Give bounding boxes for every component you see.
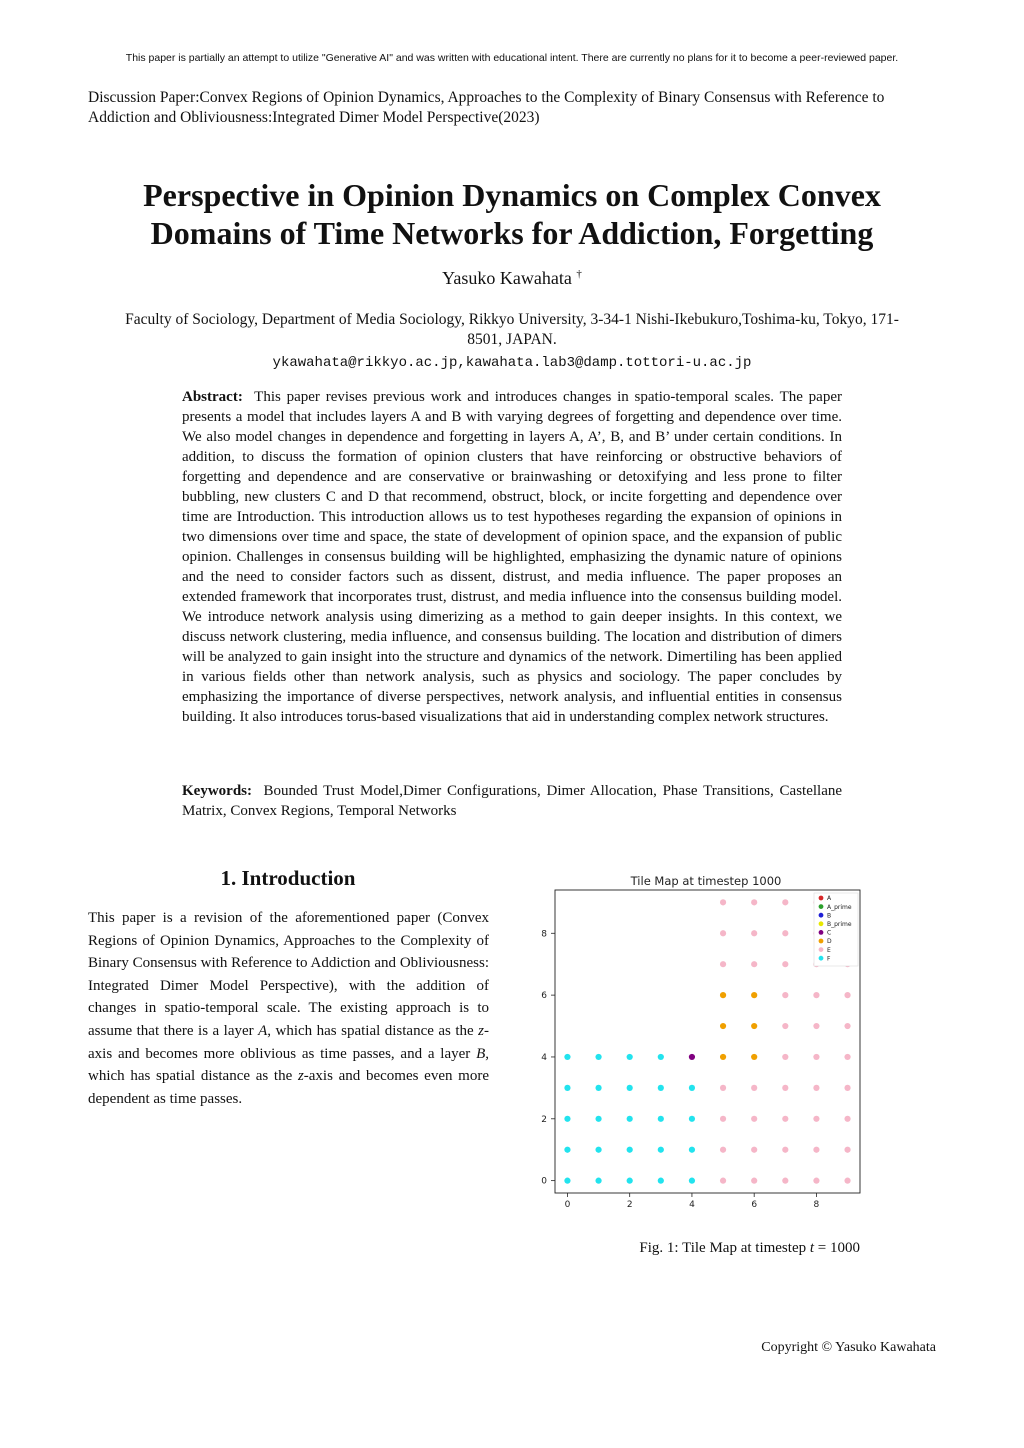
- x-tick-label: 0: [564, 1200, 571, 1210]
- keywords: [182, 781, 842, 821]
- intro-text-part: , which has spatial distance as the: [267, 1022, 479, 1039]
- x-tick-label: 8: [813, 1200, 820, 1210]
- data-point-E: [813, 1085, 819, 1091]
- data-point-E: [813, 992, 819, 998]
- data-point-F: [564, 1116, 570, 1122]
- data-point-F: [595, 1147, 601, 1153]
- introduction-paragraph: [88, 907, 489, 1110]
- data-point-D: [751, 992, 757, 998]
- data-point-E: [720, 1147, 726, 1153]
- data-point-C: [689, 1054, 695, 1060]
- x-tick-label: 2: [626, 1200, 633, 1210]
- data-point-F: [564, 1178, 570, 1184]
- data-point-E: [720, 930, 726, 936]
- intro-text-part: This paper is a revision of the aforementioned paper (Convex Regions of Opinion Dynamics, Approaches to the Complexity of Binary Consensus with Reference to Addiction and Obliviousness: Integrated Dimer Model Perspective), with the addition of changes in spatio-temporal scale. The existing approach is to assume that there is a layer: [88, 910, 489, 1039]
- data-point-E: [844, 1054, 850, 1060]
- y-tick-label: 0: [541, 1176, 547, 1187]
- legend-marker: [819, 904, 824, 909]
- data-point-F: [689, 1116, 695, 1122]
- data-point-E: [720, 899, 726, 905]
- legend-marker: [819, 921, 824, 926]
- data-point-F: [689, 1085, 695, 1091]
- author-line: [0, 268, 1024, 289]
- intro-var: z: [478, 1022, 484, 1039]
- data-point-E: [844, 1178, 850, 1184]
- x-tick-label: 6: [751, 1200, 758, 1210]
- data-point-E: [751, 930, 757, 936]
- x-tick-label: 4: [689, 1200, 695, 1210]
- legend-label: E: [827, 946, 831, 954]
- legend-label: F: [827, 955, 831, 963]
- data-point-E: [782, 961, 788, 967]
- figure-caption: [560, 1240, 860, 1257]
- y-tick-label: 8: [541, 929, 547, 940]
- legend-marker: [819, 930, 824, 935]
- data-point-E: [751, 1116, 757, 1122]
- data-point-E: [720, 961, 726, 967]
- caption-prefix: Fig. 1: Tile Map at timestep: [639, 1240, 810, 1256]
- data-point-F: [627, 1085, 633, 1091]
- author-emails: ykawahata@rikkyo.ac.jp,kawahata.lab3@damp.tottori-u.ac.jp: [272, 355, 752, 371]
- data-point-E: [844, 1116, 850, 1122]
- legend-label: D: [827, 938, 832, 946]
- data-point-D: [720, 1023, 726, 1029]
- data-point-E: [782, 1178, 788, 1184]
- data-point-E: [782, 992, 788, 998]
- data-point-E: [844, 1023, 850, 1029]
- chart-title: Tile Map at timestep 1000: [630, 874, 782, 888]
- copyright-notice: Copyright © Yasuko Kawahata: [761, 1340, 936, 1355]
- data-point-F: [564, 1054, 570, 1060]
- data-point-F: [564, 1085, 570, 1091]
- data-point-F: [658, 1178, 664, 1184]
- y-tick-label: 4: [541, 1052, 547, 1063]
- data-point-F: [627, 1116, 633, 1122]
- intro-text-part: -axis and becomes even more dependent as time passes.: [88, 1068, 489, 1107]
- intro-var: z: [297, 1068, 304, 1085]
- intro-text-part: -axis and becomes more oblivious as time passes, and a layer: [88, 1022, 489, 1062]
- data-point-F: [564, 1147, 570, 1153]
- data-point-E: [782, 899, 788, 905]
- tile-map-chart: [520, 868, 870, 1210]
- abstract-text: This paper revises previous work and introduces changes in spatio-temporal scales. The paper presents a model that includes layers A and B with varying degrees of forgetting and dependence over time. We also model changes in dependence and forgetting in layers A, A’, B, and B’ under certain conditions. In addition, to discuss the formation of opinion clusters that have reinforcing or obstructive behaviors of forgetting and dependence and are conservative or brainwashing or detoxifying and less prone to filter bubbling, new clusters C and D that recommend, obstruct, block, or incite forgetting and dependence over time are Introduction. This introduction allows us to test hypotheses regarding the expansion of opinions in two dimensions over time and space, the state of development of opinion space, and the expansion of public opinion. Challenges in consensus building will be highlighted, emphasizing the dynamic nature of opinions and the need to consider factors such as dissent, distrust, and media influence. The paper proposes an extended framework that incorporates trust, distrust, and media influence into the consensus building model. We introduce network analysis using dimerizing as a method to gain deeper insights. In this context, we discuss network clustering, media influence, and consensus building. The location and distribution of dimers will be analyzed to gain insight into the structure and dynamics of the network. Dimertiling has been applied in various fields other than network analysis, such as physics and sociology. The paper concludes by emphasizing the importance of diverse perspectives, network analysis, and influential entities in consensus building. It also introduces torus-based visualizations that aid in understanding complex network structures.: [182, 389, 842, 725]
- data-point-F: [595, 1054, 601, 1060]
- legend-marker: [819, 896, 824, 901]
- legend-marker: [819, 913, 824, 918]
- abstract-label: Abstract:: [182, 389, 243, 405]
- author-footnote-mark: †: [576, 268, 582, 280]
- data-point-E: [720, 1116, 726, 1122]
- data-point-F: [627, 1054, 633, 1060]
- legend-marker: [819, 956, 824, 961]
- data-point-D: [751, 1054, 757, 1060]
- data-point-E: [782, 1116, 788, 1122]
- data-point-E: [751, 899, 757, 905]
- figure-tile-map: [520, 868, 870, 1210]
- y-tick-label: 2: [541, 1114, 547, 1125]
- data-point-E: [782, 1147, 788, 1153]
- caption-suffix: = 1000: [814, 1240, 860, 1256]
- data-point-F: [595, 1116, 601, 1122]
- legend-label: A_prime: [827, 903, 852, 911]
- legend-label: A: [827, 895, 832, 903]
- legend-marker: [819, 939, 824, 944]
- paper-title: Perspective in Opinion Dynamics on Complex Convex Domains of Time Networks for Addiction, Forgetting: [143, 177, 881, 251]
- data-point-F: [658, 1085, 664, 1091]
- data-point-F: [595, 1085, 601, 1091]
- intro-var: B: [476, 1045, 486, 1062]
- data-point-F: [595, 1178, 601, 1184]
- legend-label: B: [827, 912, 832, 920]
- data-point-E: [751, 1178, 757, 1184]
- intro-var: A: [258, 1022, 268, 1039]
- data-point-E: [844, 992, 850, 998]
- data-point-E: [813, 1116, 819, 1122]
- data-point-D: [720, 1054, 726, 1060]
- data-point-F: [658, 1147, 664, 1153]
- keywords-text: Bounded Trust Model,Dimer Configurations, Dimer Allocation, Phase Transitions, Castellane Matrix, Convex Regions, Temporal Networks: [182, 783, 843, 819]
- data-point-E: [844, 1147, 850, 1153]
- chart-points: [564, 899, 850, 1183]
- legend-marker: [819, 947, 824, 952]
- legend-label: B_prime: [827, 921, 852, 928]
- caption-var: t: [809, 1240, 815, 1256]
- data-point-E: [782, 930, 788, 936]
- data-point-F: [627, 1178, 633, 1184]
- running-head: Discussion Paper:Convex Regions of Opinion Dynamics, Approaches to the Complexity of Binary Consensus with Reference to Addiction and Obliviousness:Integrated Dimer Model Perspective(2023): [88, 89, 885, 126]
- data-point-F: [658, 1116, 664, 1122]
- data-point-F: [658, 1054, 664, 1060]
- data-point-D: [751, 1023, 757, 1029]
- data-point-E: [720, 1085, 726, 1091]
- data-point-E: [720, 1178, 726, 1184]
- keywords-label: Keywords:: [182, 783, 252, 799]
- data-point-E: [751, 1147, 757, 1153]
- data-point-E: [813, 1054, 819, 1060]
- data-point-E: [813, 1147, 819, 1153]
- data-point-F: [689, 1147, 695, 1153]
- data-point-E: [782, 1023, 788, 1029]
- data-point-F: [689, 1178, 695, 1184]
- author-name: Yasuko Kawahata: [442, 268, 572, 288]
- disclaimer-note: This paper is partially an attempt to utilize "Generative AI" and was written with educational intent. There are currently no plans for it to become a peer-reviewed paper.: [125, 52, 899, 64]
- data-point-E: [844, 1085, 850, 1091]
- chart-legend: [814, 893, 858, 966]
- data-point-D: [720, 992, 726, 998]
- legend-label: C: [827, 929, 832, 937]
- data-point-E: [813, 1023, 819, 1029]
- data-point-F: [627, 1147, 633, 1153]
- chart-ticks: [541, 929, 819, 1210]
- data-point-E: [782, 1054, 788, 1060]
- data-point-E: [751, 961, 757, 967]
- intro-text-part: , which has spatial distance as the: [88, 1045, 489, 1085]
- abstract: [182, 387, 842, 727]
- section-heading: 1. Introduction: [220, 866, 356, 890]
- data-point-E: [813, 1178, 819, 1184]
- data-point-E: [751, 1085, 757, 1091]
- data-point-E: [782, 1085, 788, 1091]
- affiliation: Faculty of Sociology, Department of Media Sociology, Rikkyo University, 3-34-1 Nishi-Ikebukuro,Toshima-ku, Tokyo, 171-8501, JAPAN.: [125, 311, 899, 348]
- y-tick-label: 6: [541, 991, 547, 1002]
